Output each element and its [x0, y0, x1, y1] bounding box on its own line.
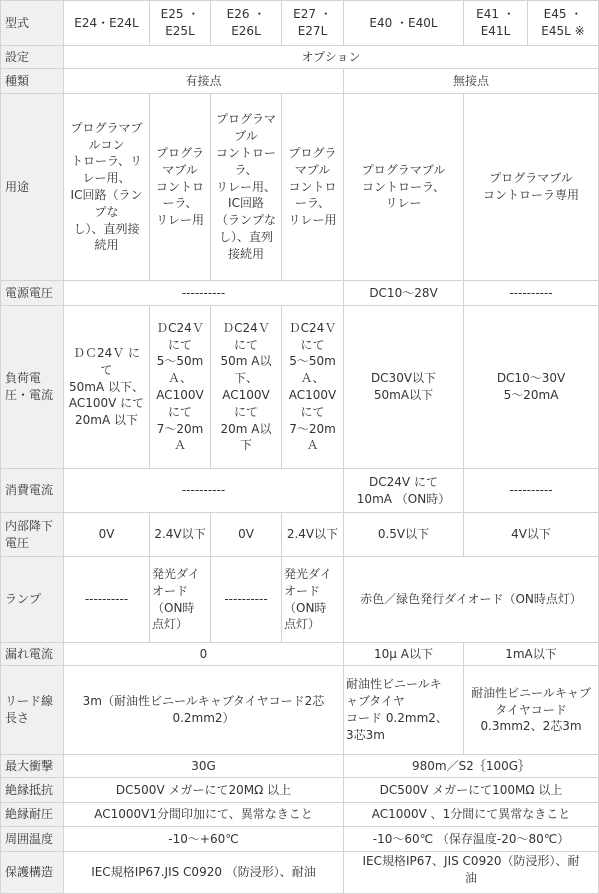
lamp-e26: ----------: [211, 557, 282, 643]
row-label-withstand-voltage: 絶縁耐圧: [1, 803, 64, 827]
voltage-drop-e27: 2.4V以下: [282, 513, 344, 557]
lead-contact: 3m（耐油性ビニールキャブタイヤコード2芯 0.2mm2）: [64, 666, 344, 755]
table-row-usage: [1, 94, 599, 281]
lamp-e24: ----------: [64, 557, 150, 643]
type-contact: 有接点: [64, 69, 344, 94]
row-label-protection: 保護構造: [1, 852, 64, 894]
power-voltage-contact: ----------: [64, 281, 344, 306]
shock-contactless: 980m／S2｛100G｝: [344, 755, 599, 778]
leakage-e41-e45: 1mA以下: [464, 643, 599, 666]
row-label-usage: 用途: [1, 94, 64, 281]
shock-contact: 30G: [64, 755, 344, 778]
table-row-load-voltage: [1, 306, 599, 469]
model-e45: E45 ・ E45L ※: [528, 1, 599, 46]
row-label-shock: 最大衝撃: [1, 755, 64, 778]
table-row-type: [1, 69, 599, 94]
table-row-power-voltage: [1, 281, 599, 306]
leakage-e40: 10μ A以下: [344, 643, 464, 666]
lamp-e27: 発光ダイ オード （ON時 点灯）: [282, 557, 344, 643]
temperature-contactless: -10～60℃ （保存温度-20～80℃）: [344, 827, 599, 852]
consumption-e41-e45: ----------: [464, 469, 599, 513]
voltage-drop-e26: 0V: [211, 513, 282, 557]
row-label-power-voltage: 電源電圧: [1, 281, 64, 306]
table-row-consumption: [1, 469, 599, 513]
insulation-resistance-contactless: DC500V メガーにて100MΩ 以上: [344, 778, 599, 803]
lead-e40: 耐油性ビニールキ ャブタイヤ コード 0.2mm2、 3芯3m: [344, 666, 464, 755]
row-label-temperature: 周囲温度: [1, 827, 64, 852]
withstand-voltage-contactless: AC1000V 、1分間にて異常なきこと: [344, 803, 599, 827]
model-e41: E41 ・ E41L: [464, 1, 528, 46]
row-label-lamp: ランプ: [1, 557, 64, 643]
voltage-drop-e40: 0.5V以下: [344, 513, 464, 557]
row-label-lead: リード線 長さ: [1, 666, 64, 755]
row-label-consumption: 消費電流: [1, 469, 64, 513]
usage-e40: プログラマブル コントローラ、 リレー: [344, 94, 464, 281]
row-label-type: 種類: [1, 69, 64, 94]
table-row-lamp: [1, 557, 599, 643]
header-row: [1, 1, 599, 46]
power-voltage-e40: DC10～28V: [344, 281, 464, 306]
leakage-contact: 0: [64, 643, 344, 666]
model-e27: E27 ・ E27L: [282, 1, 344, 46]
table-row-insulation-resistance: [1, 778, 599, 803]
table-row-voltage-drop: [1, 513, 599, 557]
power-voltage-e41-e45: ----------: [464, 281, 599, 306]
load-voltage-e40: DC30V以下 50mA以下: [344, 306, 464, 469]
table-row-protection: [1, 852, 599, 894]
usage-e25: プログラ マブル コントロ ーラ、 リレー用: [150, 94, 211, 281]
model-e40: E40 ・E40L: [344, 1, 464, 46]
load-voltage-e41-e45: DC10～30V 5～20mA: [464, 306, 599, 469]
usage-e24: プログラマブ ルコン トローラ、リ レー用、 IC回路（ラン プな し）、直列接 続用: [64, 94, 150, 281]
row-label-setting: 設定: [1, 46, 64, 69]
type-contactless: 無接点: [344, 69, 599, 94]
row-label-insulation-resistance: 絶縁抵抗: [1, 778, 64, 803]
row-label-load-voltage: 負荷電 圧・電流: [1, 306, 64, 469]
usage-e26: プログラマ ブル コントロー ラ、 リレー用、 IC回路 （ランプな し）、直列 接続用: [211, 94, 282, 281]
load-voltage-e26: ＤC24Ｖ にて 50m A以 下、 AC100V にて 20m A以 下: [211, 306, 282, 469]
model-e25: E25 ・ E25L: [150, 1, 211, 46]
load-voltage-e27: ＤC24Ｖ にて 5～50m Ａ、 AC100V にて 7～20m Ａ: [282, 306, 344, 469]
voltage-drop-e25: 2.4V以下: [150, 513, 211, 557]
table-row-shock: [1, 755, 599, 778]
setting-value: オプション: [64, 46, 599, 69]
table-row-temperature: [1, 827, 599, 852]
row-label-model: 型式: [1, 1, 64, 46]
lamp-contactless: 赤色／緑色発行ダイオード（ON時点灯）: [344, 557, 599, 643]
row-label-voltage-drop: 内部降下 電圧: [1, 513, 64, 557]
consumption-contact: ----------: [64, 469, 344, 513]
consumption-e40: DC24V にて 10mA （ON時）: [344, 469, 464, 513]
usage-e27: プログラ マブル コントロ ーラ、 リレー用: [282, 94, 344, 281]
insulation-resistance-contact: DC500V メガーにて20MΩ 以上: [64, 778, 344, 803]
lamp-e25: 発光ダイ オード （ON時 点灯）: [150, 557, 211, 643]
model-e24: E24・E24L: [64, 1, 150, 46]
table-row-lead: [1, 666, 599, 755]
table-row-withstand-voltage: [1, 803, 599, 827]
temperature-contact: -10～+60℃: [64, 827, 344, 852]
voltage-drop-e41-e45: 4V以下: [464, 513, 599, 557]
withstand-voltage-contact: AC1000V1分間印加にて、異常なきこと: [64, 803, 344, 827]
voltage-drop-e24: 0V: [64, 513, 150, 557]
protection-contact: IEC規格IP67.JIS C0920 （防浸形）、耐油: [64, 852, 344, 894]
row-label-leakage: 漏れ電流: [1, 643, 64, 666]
load-voltage-e24: ＤＣ24Ｖ に て 50mA 以下、 AC100V にて 20mA 以下: [64, 306, 150, 469]
protection-contactless: IEC規格IP67、JIS C0920（防浸形）、耐 油: [344, 852, 599, 894]
model-e26: E26 ・ E26L: [211, 1, 282, 46]
table-row-leakage: [1, 643, 599, 666]
load-voltage-e25: ＤC24Ｖ にて 5～50m Ａ、 AC100V にて 7～20m Ａ: [150, 306, 211, 469]
lead-e41-e45: 耐油性ビニールキャブ タイヤコード 0.3mm2、2芯3m: [464, 666, 599, 755]
table-row-setting: [1, 46, 599, 69]
usage-e41-e45: プログラマブル コントローラ専用: [464, 94, 599, 281]
